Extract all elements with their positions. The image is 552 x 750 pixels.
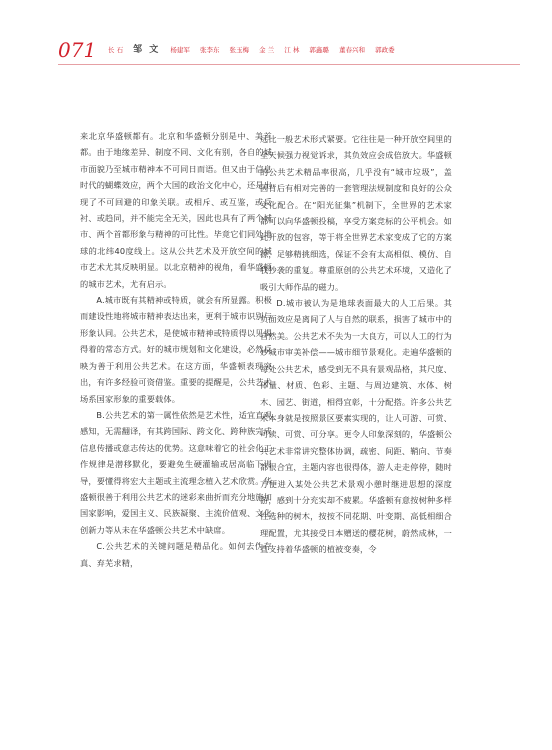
body-paragraph: 远比一般艺术形式紧要。它往往是一种开放空间里的全天候强力视觉诉求，其负效应会成倍放大。华盛顿的公共艺术精品率很高，几乎没有“城市垃圾”，盖因背后有相对完善的一套管理法规制度和良好的公众文化配合。在“阳光征集”机制下，全世界的艺术家都可以向华盛顿投稿，享受方案竞标的公平机会。如此开放的包容，等于将全世界艺术家变成了它的方案源，足够精挑细选，保证不会有太高相似、模仿、自我抄袭的重复。尊重原创的公共艺术环境，又造化了吸引大师作品的磁力。: [260, 134, 452, 292]
body-paragraph: 来北京华盛顿都有。北京和华盛顿分别是中、美首都。由于地缘差异、制度不同、文化有别，各自的城市面貌乃至城市精神本不可同日而语。但又由于信息时代的蝴蝶效应，两个大国的政治文化中心，还是出现了不可回避的印象关联。或相斥、或互鉴，或反衬、或趋同，并不能完全无关，因此也具有了两个城市、两个首都形象与精神的可比性。毕竟它们同处地球的北纬40度线上。这从公共艺术及开放空间的城市艺术尤其反映明显。以北京精神的视角，看华盛顿的城市艺术，尤有启示。: [80, 131, 272, 289]
header-name: 郭政委: [375, 46, 395, 54]
header-author-list: [108, 42, 403, 58]
header-name: 江 林: [284, 46, 300, 54]
left-text-column: [80, 128, 272, 571]
body-paragraph: C.公共艺术的关键问题是精品化。如何去伪存真、弃芜求精，: [80, 541, 272, 568]
header-name: 金 兰: [259, 46, 275, 54]
body-paragraph: D.城市被认为是地球表面最大的人工后果。其负面效应是离间了人与自然的联系，损害了城市中的自然美。公共艺术不失为一大良方，可以人工的行为妙城市审美补偿——城市细节景观化。走遍华盛顿的每处公共艺术，感受到无不具有景观品格，其尺度、体量、材质、色彩、主题、与周边建筑、水体、树木、园艺、街道，相得宜彰，十分配搭。许多公共艺术本身就是按照景区要素实现的，让人可游、可赏、可读、可赏、可分享。更令人印象深刻的，华盛顿公共艺术非常讲究整体协调，疏密、间距、鞘向、节奏都很合宜，主题内容也很得体，游人走走停停，随时方便进入某处公共艺术景观小憩时继进思想的深度游，感到十分充实却不疲累。华盛顿有意按树种多样性选种的树木，按按不同花期、叶变期、高低相细合理配置，尤其接受日本赠送的樱花树，蔚然成林，一直支持着华盛顿的植被变奏，令: [260, 298, 452, 555]
header-name: 长 石: [108, 46, 124, 54]
header-name: 杨建军: [170, 46, 190, 54]
right-text-column: [260, 131, 452, 558]
body-paragraph: A.城市既有其精神或特质，就会有所显露。积极而建设性地将城市精神表达出来，更利于城市识别与形象认同。公共艺术，是使城市精神或特质得以见揭得着的常态方式。好的城市规划和文化建设，必然反映为善于利用公共艺术。在这方面，华盛顿表现突出，有许多经验可资借鉴。重要的提醒是，公共艺术场系国家形象的重要载体。: [80, 295, 272, 404]
header-name: 郭鑫璐: [309, 46, 329, 54]
page-header: [58, 38, 518, 62]
header-name: 董春兴和: [339, 46, 365, 54]
header-name-featured: 邹 文: [133, 45, 161, 55]
body-paragraph: B.公共艺术的第一属性依然是艺术性，适宜直观感知，无需翻译，有其跨国际、跨文化、跨种族完成信息传播或意志传达的优势。这意味着它的社会化工作规律是潜移默化，要避免生硬灌输或居高临下训导，要懂得将宏大主题或主流理念植入艺术欣赏。华盛顿很善于利用公共艺术的迷彩来曲折而充分地施加国家影响，爱国主义、民族凝聚、主流价值观、文化创新力等从未在华盛顿公共艺术中缺席。: [80, 409, 272, 535]
header-divider: [58, 64, 520, 65]
header-name: 张玉梅: [229, 46, 250, 54]
page-number: 071: [58, 38, 97, 62]
header-name: 张李东: [199, 46, 220, 54]
